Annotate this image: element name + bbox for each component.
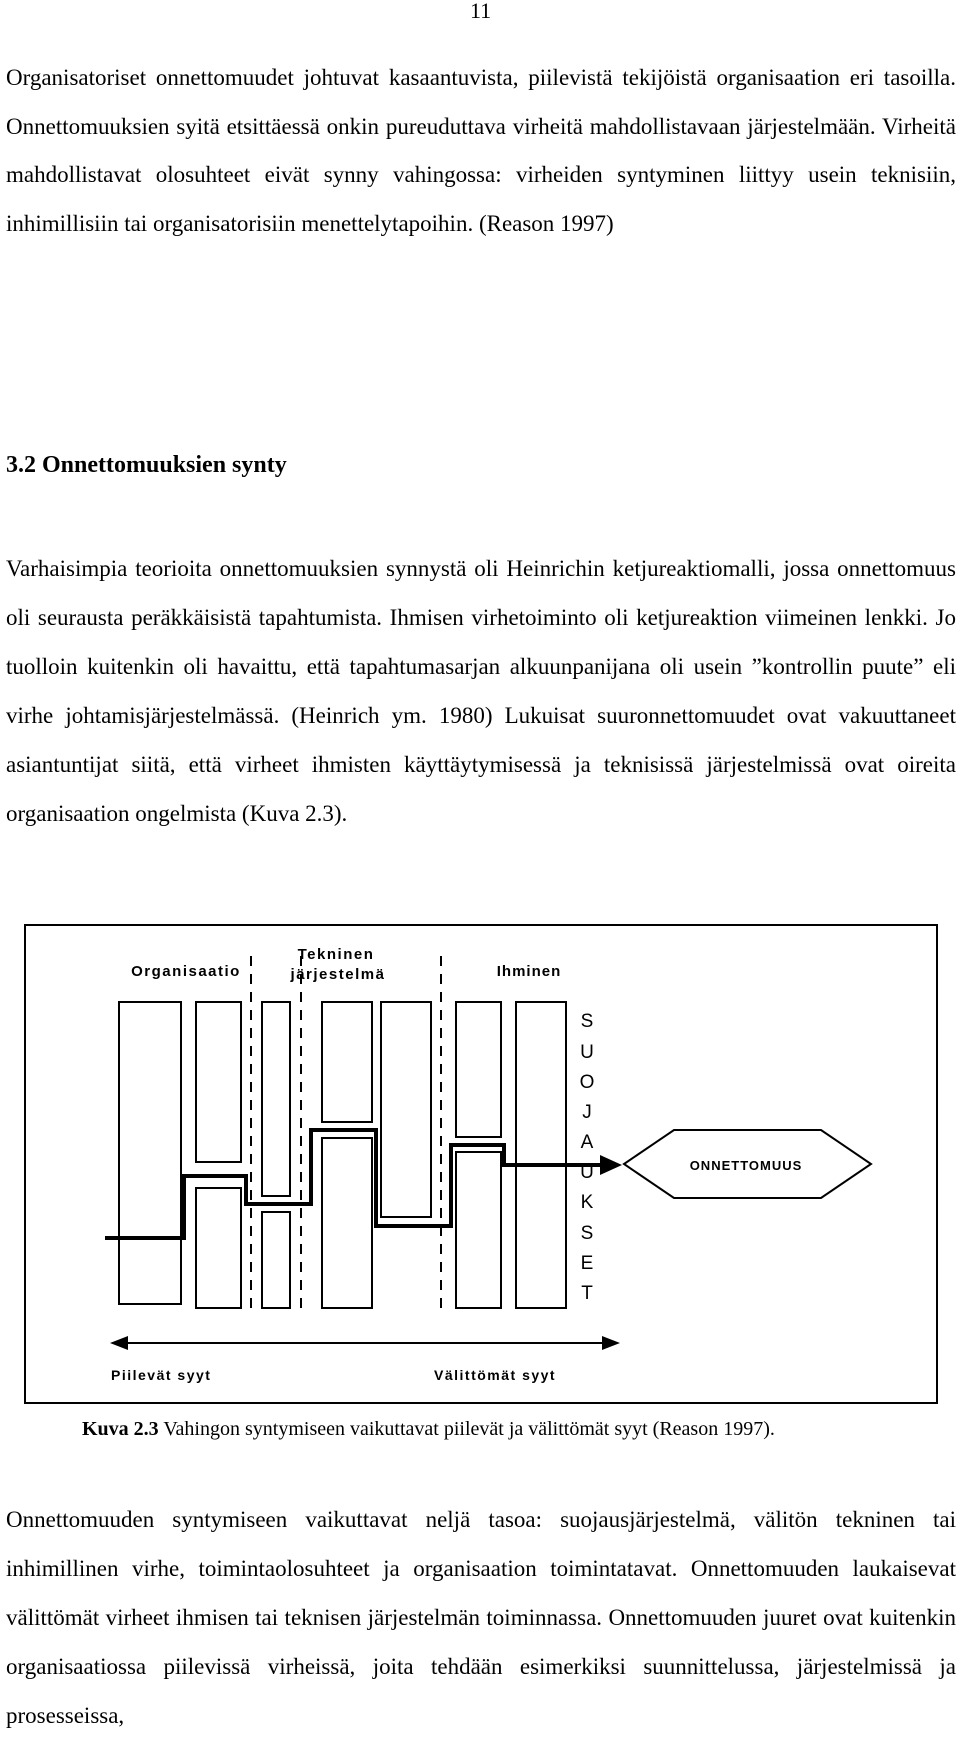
barrier-6 [322, 1002, 372, 1122]
label-valittomat-syyt: Välittömät syyt [434, 1367, 557, 1383]
letter-t: T [581, 1283, 593, 1304]
cause-axis-arrow-left [110, 1336, 128, 1350]
barrier-4 [262, 1002, 290, 1196]
letter-u1: U [580, 1042, 594, 1063]
letter-e: E [580, 1253, 594, 1274]
barrier-3 [196, 1188, 241, 1308]
trajectory-arrowhead [600, 1155, 622, 1175]
barrier-10 [456, 1152, 501, 1308]
cause-axis-arrow-right [602, 1336, 620, 1350]
page-number: 11 [470, 0, 492, 23]
letter-o: O [579, 1072, 595, 1093]
label-ihminen: Ihminen [496, 963, 562, 980]
label-tekninen-line1: Tekninen [297, 946, 375, 963]
barrier-2 [196, 1002, 241, 1162]
letter-a: A [580, 1132, 594, 1153]
paragraph-organisational-accidents: Organisatoriset onnettomuudet johtuvat kasaantuvista, piilevistä tekijöistä organisaation eri tasoilla. Onnettomuuksien syitä etsittäessä onkin pureuduttava virheitä mahdollistavaan järjestelmään. Virheitä mahdollistavat olosuhteet eivät synny vahingossa: virheiden syntyminen liittyy usein teknisiin, inhimillisiin tai organisatorisiin menettelytapoihin. (Reason 1997) [6, 65, 956, 236]
figure-diagram [26, 926, 940, 1406]
figure-accident-causation [24, 924, 938, 1404]
figure-caption [82, 1418, 775, 1441]
caption-text: Vahingon syntymiseen vaikuttavat piilevät ja välittömät syyt (Reason 1997). [158, 1418, 775, 1440]
safeguards-letters [580, 1011, 595, 1304]
caption-label: Kuva 2.3 [82, 1418, 159, 1440]
barrier-8 [381, 1002, 431, 1217]
section-heading: 3.2 Onnettomuuksien synty [6, 452, 287, 478]
letter-k: K [580, 1192, 594, 1213]
barrier-7 [322, 1138, 372, 1308]
letter-u2: U [580, 1162, 594, 1183]
letter-s1: S [580, 1011, 594, 1032]
label-organisaatio: Organisaatio [131, 963, 241, 980]
paragraph-four-levels: Onnettomuuden syntymiseen vaikuttavat neljä tasoa: suojausjärjestelmä, välitön tekninen tai inhimillinen virhe, toimintaolosuhteet ja organisaation toimintatavat. Onnettomuuden laukaisevat välittömät virheet ihmisen tai teknisen järjestelmän toiminnassa. Onnettomuuden juuret ovat kuitenkin organisaatiossa piilevissä virheissä, joita tehdään esimerkiksi suunnittelussa, järjestelmissä ja prosesseissa, [6, 1507, 956, 1728]
label-tekninen-line2: järjestelmä [290, 966, 386, 983]
letter-j: J [582, 1102, 592, 1123]
barrier-1 [119, 1002, 181, 1304]
letter-s2: S [580, 1223, 594, 1244]
barrier-5 [262, 1212, 290, 1308]
paragraph-heinrich-model: Varhaisimpia teorioita onnettomuuksien synnystä oli Heinrichin ketjureaktiomalli, jossa onnettomuus oli seurausta peräkkäisistä tapahtumista. Ihmisen virhetoiminto oli ketjureaktion viimeinen lenkki. Jo tuolloin kuitenkin oli havaittu, että tapahtumasarjan alkuunpanijana oli usein ”kontrollin puute” eli virhe johtamisjärjestelmässä. (Heinrich ym. 1980) Lukuisat suuronnettomuudet ovat vakuuttaneet asiantuntijat siitä, että virheet ihmisten käyttäytymisessä ja teknisissä järjestelmissä ovat oireita organisaation ongelmista (Kuva 2.3). [6, 556, 956, 826]
label-onnettomuus: ONNETTOMUUS [689, 1158, 803, 1173]
label-piilevat-syyt: Piilevät syyt [111, 1367, 212, 1383]
barrier-11 [516, 1002, 566, 1308]
barrier-9 [456, 1002, 501, 1137]
